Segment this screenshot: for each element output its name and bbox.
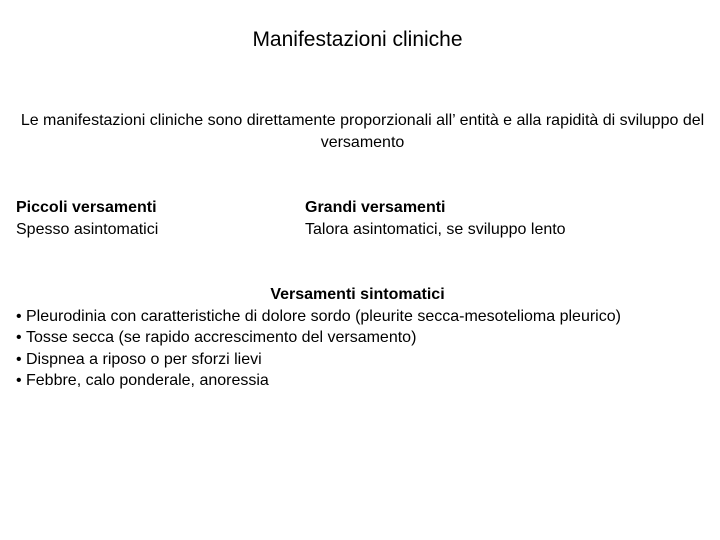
symptom-item <box>16 370 706 392</box>
symptom-list <box>16 306 706 392</box>
large-effusions-text: Talora asintomatici, se sviluppo lento <box>305 221 566 238</box>
symptom-text: Pleurodinia con caratteristiche di dolore sordo (pleurite secca-mesotelioma pleurico) <box>26 307 621 325</box>
symptom-item <box>16 306 706 328</box>
symptom-text: Febbre, calo ponderale, anoressia <box>26 372 269 389</box>
bullet-icon: • <box>16 329 22 346</box>
slide-title: Manifestazioni cliniche <box>252 28 463 51</box>
bullet-icon: • <box>16 307 22 325</box>
intro-paragraph: Le manifestazioni cliniche sono direttamente proporzionali all’ entità e alla rapidità di sviluppo del versamento <box>20 112 705 151</box>
symptom-item <box>16 327 706 349</box>
large-effusions-column <box>305 197 566 241</box>
symptom-text: Dispnea a riposo o per sforzi lievi <box>26 350 262 368</box>
symptom-item <box>16 349 706 371</box>
large-effusions-heading: Grandi versamenti <box>305 199 446 216</box>
bullet-icon: • <box>16 372 22 389</box>
symptomatic-effusions-heading: Versamenti sintomatici <box>270 286 445 303</box>
small-effusions-text: Spesso asintomatici <box>16 221 159 238</box>
symptomatic-effusions-section <box>16 284 706 392</box>
small-effusions-heading: Piccoli versamenti <box>16 199 157 216</box>
small-effusions-column <box>16 197 158 241</box>
symptom-text: Tosse secca (se rapido accrescimento del versamento) <box>26 329 417 346</box>
bullet-icon: • <box>16 350 22 368</box>
